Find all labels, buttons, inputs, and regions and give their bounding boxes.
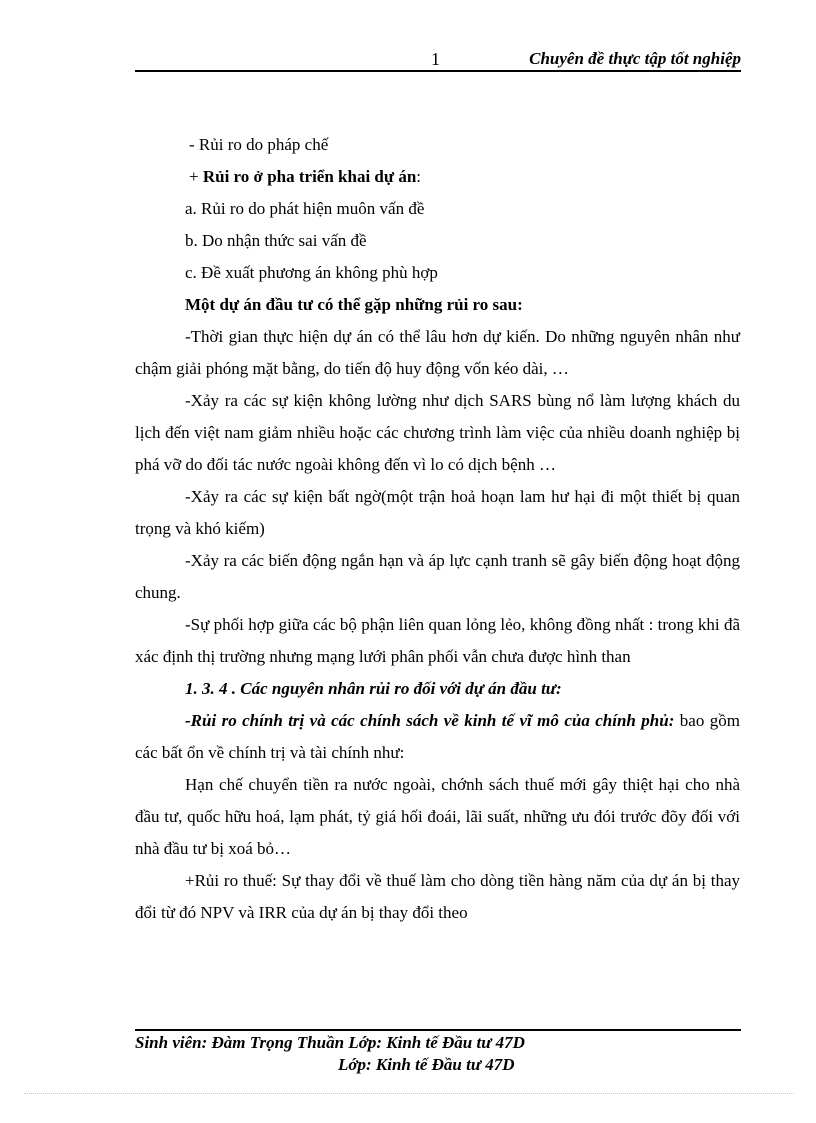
paragraph-sars: -Xảy ra các sự kiện không lường như dịch SARS bùng nổ làm lượng khách du lịch đến việt nam giảm nhiều hoặc các chương trình làm việc của nhiều doanh nghiệp bị phá vỡ do đối tác nước ngoài không đến vì lo có dịch bệnh …: [135, 391, 740, 474]
risk-legal-line: - Rủi ro do pháp chế: [189, 135, 329, 154]
footer-rule: [135, 1029, 741, 1031]
page-bottom-edge: [24, 1093, 794, 1094]
page-header: [135, 48, 741, 72]
implementation-phase-line: [135, 161, 740, 193]
list-item-c: c. Đề xuất phương án không phù hợp: [185, 263, 438, 282]
header-title: Chuyên đề thực tập tốt nghiệp: [529, 49, 741, 68]
implementation-suffix: :: [416, 167, 422, 186]
footer-class-line: Lớp: Kinh tế Đầu tư 47D: [338, 1055, 515, 1074]
paragraph-time: -Thời gian thực hiện dự án có thể lâu hơn dự kiến. Do những nguyên nhân như chậm giải phóng mặt bằng, do tiến độ huy động vốn kéo dài, …: [135, 327, 740, 378]
political-risk-heading: -Rủi ro chính trị và các chính sách về kinh tế vĩ mô của chính phủ:: [185, 711, 675, 730]
section-heading: 1. 3. 4 . Các nguyên nhân rủi ro đối với dự án đầu tư:: [185, 679, 562, 698]
list-item-b: b. Do nhận thức sai vấn đề: [185, 231, 367, 250]
implementation-heading: Rủi ro ở pha triển khai dự án: [202, 167, 417, 186]
paragraph-political: [135, 705, 740, 769]
document-body: [135, 129, 740, 929]
implementation-prefix: +: [189, 167, 203, 186]
paragraph-market: -Xảy ra các biến động ngắn hạn và áp lực cạnh tranh sẽ gây biến động hoạt động chung.: [135, 551, 740, 602]
page-number: 1: [431, 49, 440, 69]
project-risks-heading: Một dự án đầu tư có thể gặp những rủi ro sau:: [185, 295, 523, 314]
paragraph-coordination: -Sự phối hợp giữa các bộ phận liên quan lỏng lẻo, không đồng nhất : trong khi đã xác định thị trường nhưng mạng lưới phân phối vẫn chưa được hình than: [135, 615, 740, 666]
paragraph-restrictions: Hạn chế chuyển tiền ra nước ngoài, chớnh sách thuế mới gây thiệt hại cho nhà đầu tư, quốc hữu hoá, lạm phát, tỷ giá hối đoái, lãi suất, những ưu đói trước đõy đối với nhà đầu tư bị xoá bỏ…: [135, 775, 740, 858]
list-item-a: a. Rủi ro do phát hiện muôn vấn đề: [185, 199, 425, 218]
footer-student-line: Sinh viên: Đàm Trọng Thuần Lớp: Kinh tế Đầu tư 47D: [135, 1033, 525, 1052]
paragraph-tax: +Rủi ro thuế: Sự thay đổi về thuế làm cho dòng tiền hàng năm của dự án bị thay đổi từ đó NPV và IRR của dự án bị thay đổi theo: [135, 871, 740, 922]
paragraph-fire: -Xảy ra các sự kiện bất ngờ(một trận hoả hoạn lam hư hại đi một thiết bị quan trọng và khó kiếm): [135, 487, 740, 538]
political-risk-text: bao gồm các bất ổn về chính trị và tài chính như:: [135, 711, 740, 762]
